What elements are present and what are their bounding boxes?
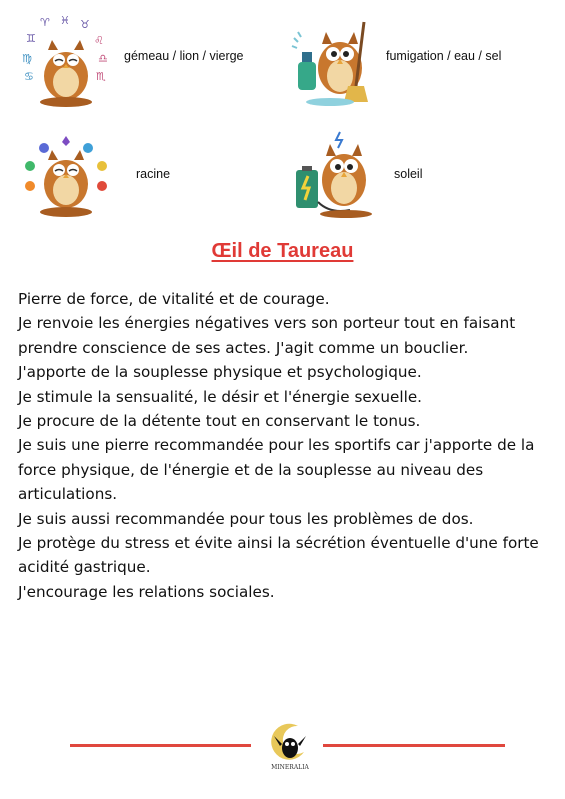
footer-divider-left (70, 744, 251, 747)
cleaning-owl-icon (290, 16, 382, 112)
battery-label: soleil (394, 167, 423, 181)
footer-divider-right (323, 744, 505, 747)
paragraph: Je protège du stress et évite ainsi la sécrétion éventuelle d'une forte acidité gastrique. (18, 534, 539, 577)
chakra-owl-icon (20, 134, 112, 224)
svg-text:♋: ♋ (24, 70, 34, 83)
description (18, 287, 548, 604)
zodiac-owl-icon (20, 16, 112, 112)
svg-text:♍: ♍ (22, 52, 32, 65)
paragraph: J'apporte de la souplesse physique et psychologique. (18, 363, 422, 382)
paragraph: Je suis aussi recommandée pour tous les problèmes de dos. (18, 509, 474, 528)
paragraph: J'encourage les relations sociales. (18, 582, 275, 601)
chakra-label: racine (136, 167, 171, 181)
logo-text: MINERALIA (271, 764, 309, 771)
cleaning-label: fumigation / eau / sel (386, 49, 502, 63)
mineralia-logo (268, 722, 312, 776)
zodiac-label: gémeau / lion / vierge (124, 49, 244, 63)
paragraph: Je renvoie les énergies négatives vers son porteur tout en faisant prendre conscience de ses actes. J'agit comme un bouclier. (18, 314, 516, 357)
battery-owl-icon (290, 130, 382, 224)
svg-text:♉: ♉ (80, 18, 90, 31)
svg-text:♈: ♈ (40, 16, 50, 29)
paragraph: Je stimule la sensualité, le désir et l'énergie sexuelle. (18, 387, 423, 406)
svg-text:♓: ♓ (60, 16, 70, 27)
paragraph: Pierre de force, de vitalité et de courage. (18, 290, 330, 308)
svg-text:♏: ♏ (96, 70, 106, 83)
page-title: Œil de Taureau (211, 240, 354, 262)
paragraph: Je procure de la détente tout en conservant le tonus. (18, 412, 421, 431)
svg-text:♎: ♎ (98, 52, 108, 65)
paragraph: Je suis une pierre recommandée pour les sportifs car j'apporte de la force physique, de l'énergie et de la souplesse au niveau des articulations. (18, 436, 535, 504)
svg-text:♌: ♌ (94, 34, 104, 47)
svg-text:♊: ♊ (26, 32, 36, 45)
